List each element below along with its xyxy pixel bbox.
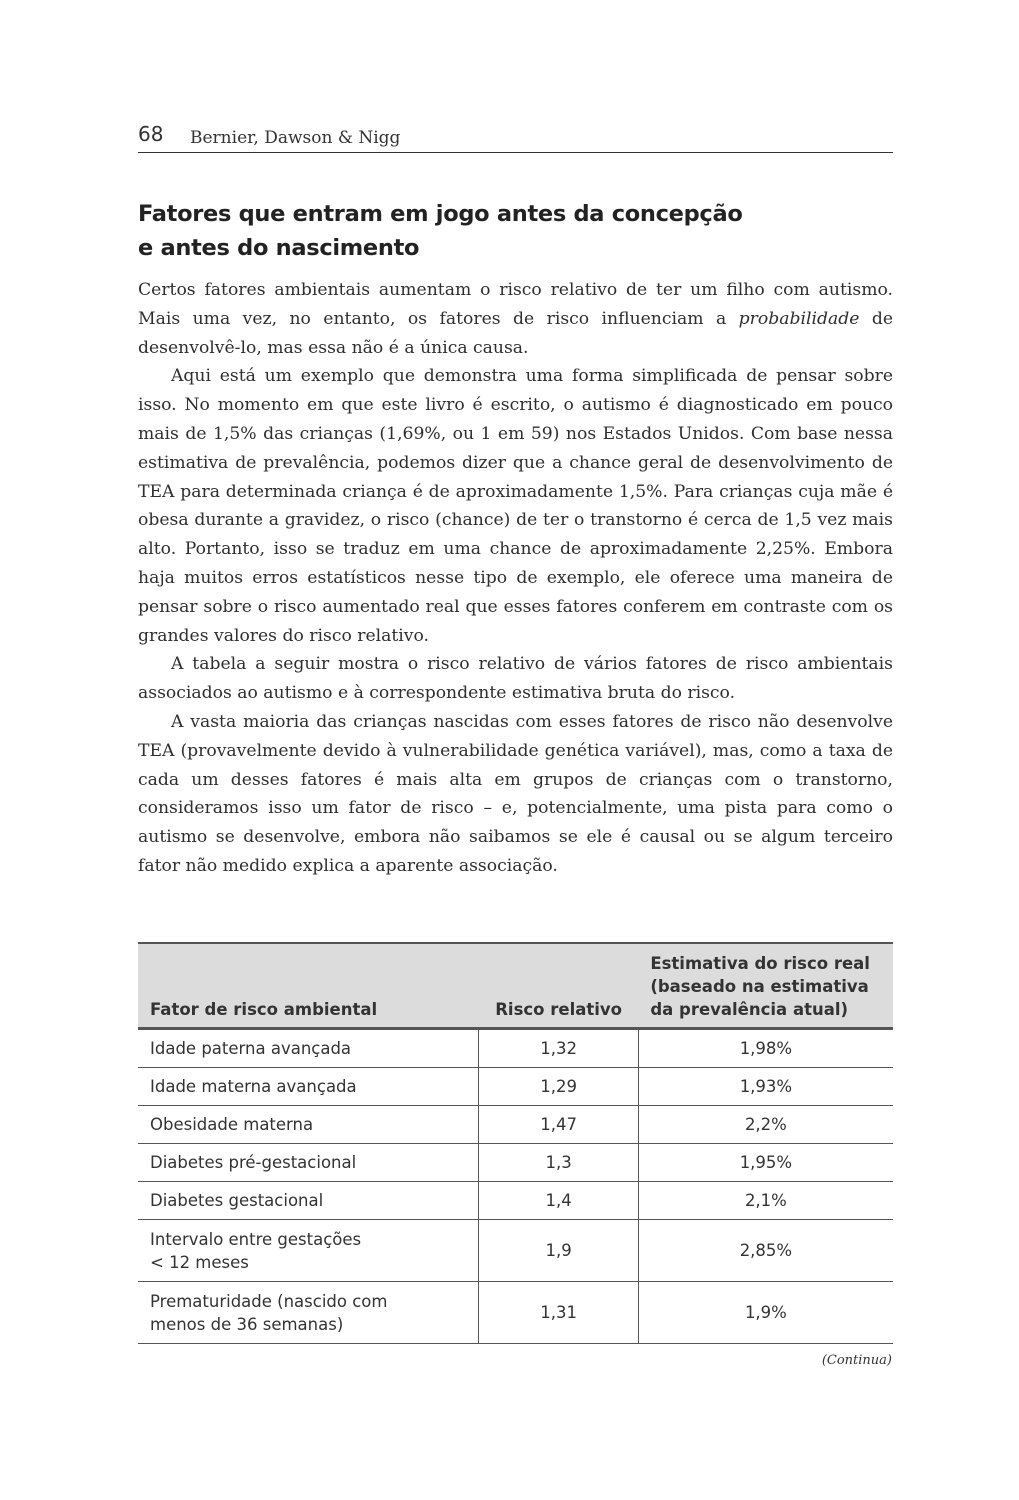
cell-estimate: 1,95% [638,1144,893,1182]
cell-relative-risk: 1,29 [479,1068,638,1106]
cell-relative-risk: 1,32 [479,1029,638,1068]
risk-factor-table [138,942,893,1344]
cell-factor: Idade materna avançada [138,1068,479,1106]
table-row [138,1029,893,1068]
cell-estimate: 2,2% [638,1106,893,1144]
section-title-line2: e antes do nascimento [138,235,420,261]
cell-factor: Diabetes pré-gestacional [138,1144,479,1182]
cell-factor [138,1220,479,1282]
cell-relative-risk: 1,3 [479,1144,638,1182]
header-estimate-line2: (baseado na estimativa [650,977,869,996]
paragraph-1-start: Certos fatores ambientais aumentam o risco relativo de ter um filho com autismo. Mais uma vez, no entanto, os fatores de risco influenciam a [138,280,893,329]
table-row [138,1106,893,1144]
running-head: Bernier, Dawson & Nigg [190,128,401,148]
table-row [138,1068,893,1106]
cell-relative-risk: 1,9 [479,1220,638,1282]
cell-factor: Obesidade materna [138,1106,479,1144]
header-estimate-line3: da prevalência atual) [650,1000,849,1019]
cell-factor [138,1282,479,1344]
cell-relative-risk: 1,31 [479,1282,638,1344]
cell-estimate: 2,1% [638,1182,893,1220]
header-relative-risk: Risco relativo [479,943,638,1029]
cell-factor-line2: menos de 36 semanas) [150,1314,344,1334]
paragraph-4: A vasta maioria das crianças nascidas com esses fatores de risco não desenvolve TEA (provavelmente devido à vulnerabilidade genética variável), mas, como a taxa de cada um desses fatores é mais alta em grupos de crianças com o transtorno, consideramos isso um fator de risco – e, potencialmente, uma pista para como o autismo se desenvolve, embora não saibamos se ele é causal ou se algum terceiro fator não medido explica a aparente associação. [138,711,893,876]
cell-factor-line1: Prematuridade (nascido com [150,1291,388,1311]
cell-factor: Diabetes gestacional [138,1182,479,1220]
cell-relative-risk: 1,47 [479,1106,638,1144]
page-number: 68 [138,122,164,146]
table-row [138,1220,893,1282]
table-header-row [138,943,893,1029]
cell-estimate: 2,85% [638,1220,893,1282]
paragraph-3: A tabela a seguir mostra o risco relativo de vários fatores de risco ambientais associados ao autismo e à correspondente estimativa bruta do risco. [138,654,893,704]
paragraph-2: Aqui está um exemplo que demonstra uma forma simplificada de pensar sobre isso. No momento em que este livro é escrito, o autismo é diagnosticado em pouco mais de 1,5% das crianças (1,69%, ou 1 em 59) nos Estados Unidos. Com base nessa estimativa de prevalência, podemos dizer que a chance geral de desenvolvimento de TEA para determinada criança é de aproximadamente 1,5%. Para crianças cuja mãe é obesa durante a gravidez, o risco (chance) de ter o transtorno é cerca de 1,5 vez mais alto. Portanto, isso se traduz em uma chance de aproximadamente 2,25%. Embora haja muitos erros estatísticos nesse tipo de exemplo, ele oferece uma maneira de pensar sobre o risco aumentado real que esses fatores conferem em contraste com os grandes valores do risco relativo. [138,366,893,646]
section-title [138,197,858,265]
paragraph-1 [138,276,893,362]
cell-estimate: 1,9% [638,1282,893,1344]
header-factor: Fator de risco ambiental [138,943,479,1029]
cell-factor-line2: < 12 meses [150,1252,249,1272]
cell-estimate: 1,93% [638,1068,893,1106]
body-text [138,276,893,881]
continued-note: (Continua) [821,1353,892,1368]
table-row [138,1282,893,1344]
page-header [138,122,893,153]
header-estimate [638,943,893,1029]
cell-estimate: 1,98% [638,1029,893,1068]
section-title-line1: Fatores que entram em jogo antes da concepção [138,201,743,227]
cell-factor-line1: Intervalo entre gestações [150,1229,362,1249]
table-row [138,1182,893,1220]
paragraph-1-emphasis: probabilidade [738,308,860,329]
header-estimate-line1: Estimativa do risco real [650,954,870,973]
table-row [138,1144,893,1182]
cell-relative-risk: 1,4 [479,1182,638,1220]
paragraph-1-end: de desenvolvê-lo, mas essa não é a única causa. [138,308,893,358]
cell-factor: Idade paterna avançada [138,1029,479,1068]
